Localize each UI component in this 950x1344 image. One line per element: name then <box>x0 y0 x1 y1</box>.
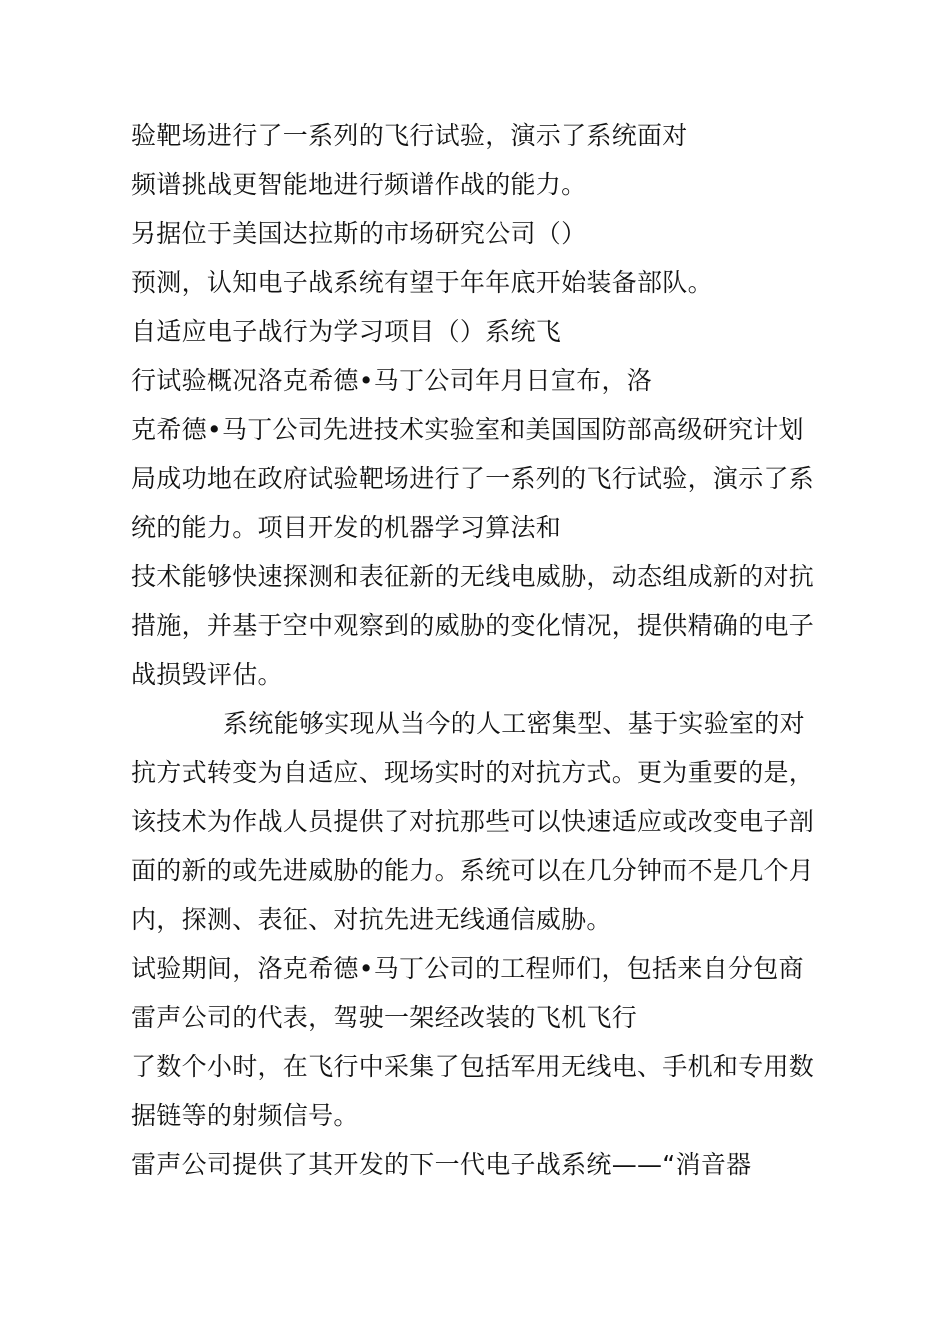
text-line-indented: 系统能够实现从当今的人工密集型、基于实验室的对 <box>223 709 805 738</box>
text-line: 内，探测、表征、对抗先进无线通信威胁。 <box>131 905 612 934</box>
text-line: 预测，认知电子战系统有望于年年底开始装备部队。 <box>131 268 713 297</box>
text-line: 该技术为作战人员提供了对抗那些可以快速适应或改变电子剖 <box>131 807 815 836</box>
text-line: 战损毁评估。 <box>131 660 283 689</box>
text-line: 面的新的或先进威胁的能力。系统可以在几分钟而不是几个月 <box>131 856 815 885</box>
body-text <box>131 111 831 1189</box>
text-line: 克希德•马丁公司先进技术实验室和美国国防部高级研究计划 <box>131 415 804 444</box>
text-line: 雷声公司的代表，驾驶一架经改装的飞机飞行 <box>131 1003 638 1032</box>
text-line: 频谱挑战更智能地进行频谱作战的能力。 <box>131 170 587 199</box>
text-line: 抗方式转变为自适应、现场实时的对抗方式。更为重要的是， <box>131 758 815 787</box>
text-line: 技术能够快速探测和表征新的无线电威胁，动态组成新的对抗 <box>131 562 815 591</box>
text-line: 自适应电子战行为学习项目（）系统飞 <box>131 317 562 346</box>
text-line: 了数个小时，在飞行中采集了包括军用无线电、手机和专用数 <box>131 1052 815 1081</box>
text-line: 统的能力。项目开发的机器学习算法和 <box>131 513 562 542</box>
text-line: 据链等的射频信号。 <box>131 1101 359 1130</box>
text-line: 雷声公司提供了其开发的下一代电子战系统——“消音器 <box>131 1150 752 1179</box>
text-line: 措施，并基于空中观察到的威胁的变化情况，提供精确的电子 <box>131 611 815 640</box>
text-line: 另据位于美国达拉斯的市场研究公司（） <box>131 219 587 248</box>
text-line: 行试验概况洛克希德•马丁公司年月日宣布，洛 <box>131 366 653 395</box>
text-line: 验靶场进行了一系列的飞行试验，演示了系统面对 <box>131 121 688 150</box>
text-line: 试验期间，洛克希德•马丁公司的工程师们，包括来自分包商 <box>131 954 804 983</box>
text-line: 局成功地在政府试验靶场进行了一系列的飞行试验，演示了系 <box>131 464 815 493</box>
